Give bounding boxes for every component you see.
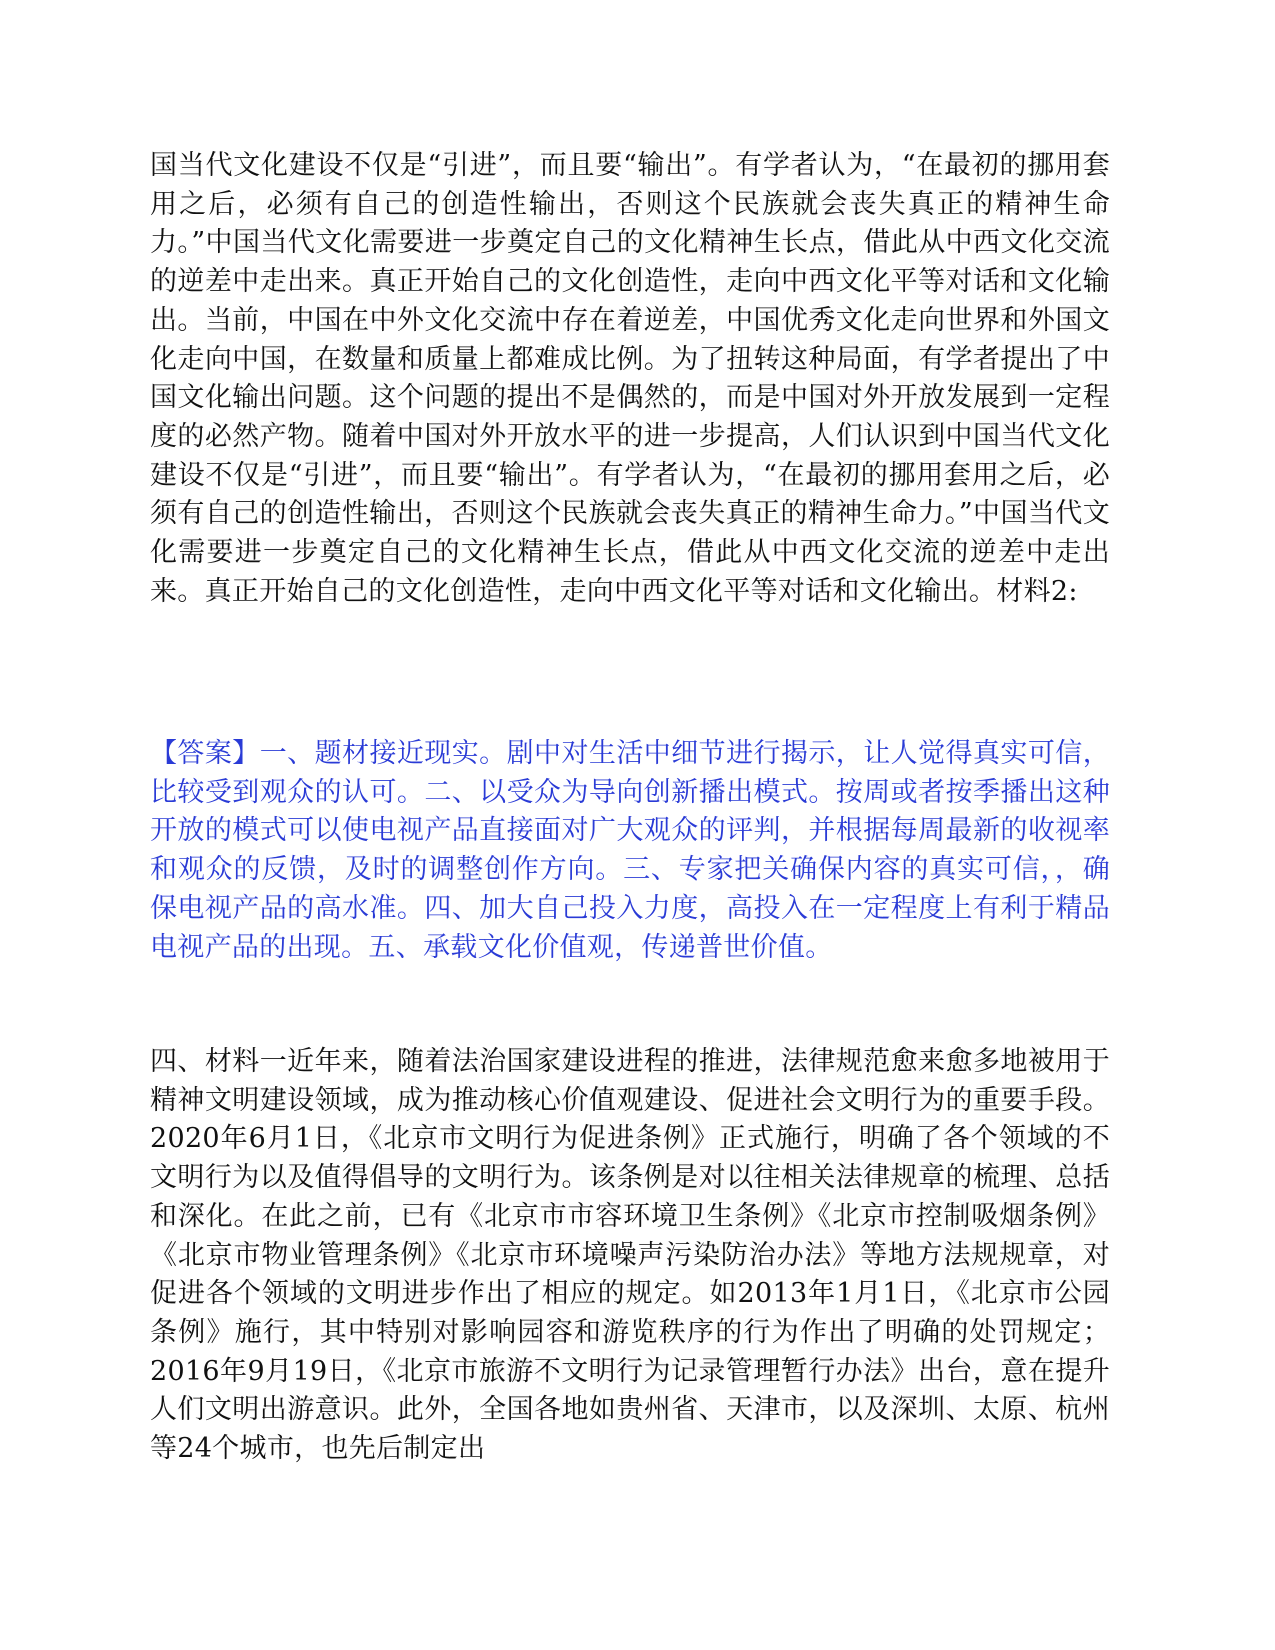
answer-paragraph: 【答案】一、题材接近现实。剧中对生活中细节进行揭示，让人觉得真实可信，比较受到观众的认可。二、以受众为导向创新播出模式。按周或者按季播出这种开放的模式可以使电视产品直接面对广大观众的评判，并根据每周最新的收视率和观众的反馈，及时的调整创作方向。三、专家把关确保内容的真实可信，，确保电视产品的高水准。四、加大自己投入力度，高投入在一定程度上有利于精品电视产品的出现。五、承载文化价值观，传递普世价值。 (150, 738, 1110, 963)
body-paragraph-3: 四、材料一近年来，随着法治国家建设进程的推进，法律规范愈来愈多地被用于精神文明建设领域，成为推动核心价值观建设、促进社会文明行为的重要手段。2020年6月1日，《北京市文明行为促进条例》正式施行，明确了各个领域的不文明行为以及值得倡导的文明行为。该条例是对以往相关法律规章的梳理、总括和深化。在此之前，已有《北京市市容环境卫生条例》《北京市控制吸烟条例》《北京市物业管理条例》《北京市环境噪声污染防治办法》等地方法规规章，对促进各个领域的文明进步作出了相应的规定。如2013年1月1日，《北京市公园条例》施行，其中特别对影响园容和游览秩序的行为作出了明确的处罚规定；2016年9月19日，《北京市旅游不文明行为记录管理暂行办法》出台，意在提升人们文明出游意识。此外，全国各地如贵州省、天津市，以及深圳、太原、杭州等24个城市，也先后制定出 (150, 1046, 1110, 1465)
body-paragraph-1: 国当代文化建设不仅是“引进”，而且要“输出”。有学者认为，“在最初的挪用套用之后，必须有自己的创造性输出，否则这个民族就会丧失真正的精神生命力。”中国当代文化需要进一步奠定自己的文化精神生长点，借此从中西文化交流的逆差中走出来。真正开始自己的文化创造性，走向中西文化平等对话和文化输出。当前，中国在中外文化交流中存在着逆差，中国优秀文化走向世界和外国文化走向中国，在数量和质量上都难成比例。为了扭转这种局面，有学者提出了中国文化输出问题。这个问题的提出不是偶然的，而是中国对外开放发展到一定程度的必然产物。随着中国对外开放水平的进一步提高，人们认识到中国当代文化建设不仅是“引进”，而且要“输出”。有学者认为，“在最初的挪用套用之后，必须有自己的创造性输出，否则这个民族就会丧失真正的精神生命力。”中国当代文化需要进一步奠定自己的文化精神生长点，借此从中西文化交流的逆差中走出来。真正开始自己的文化创造性，走向中西文化平等对话和文化输出。材料2: (150, 150, 1110, 607)
